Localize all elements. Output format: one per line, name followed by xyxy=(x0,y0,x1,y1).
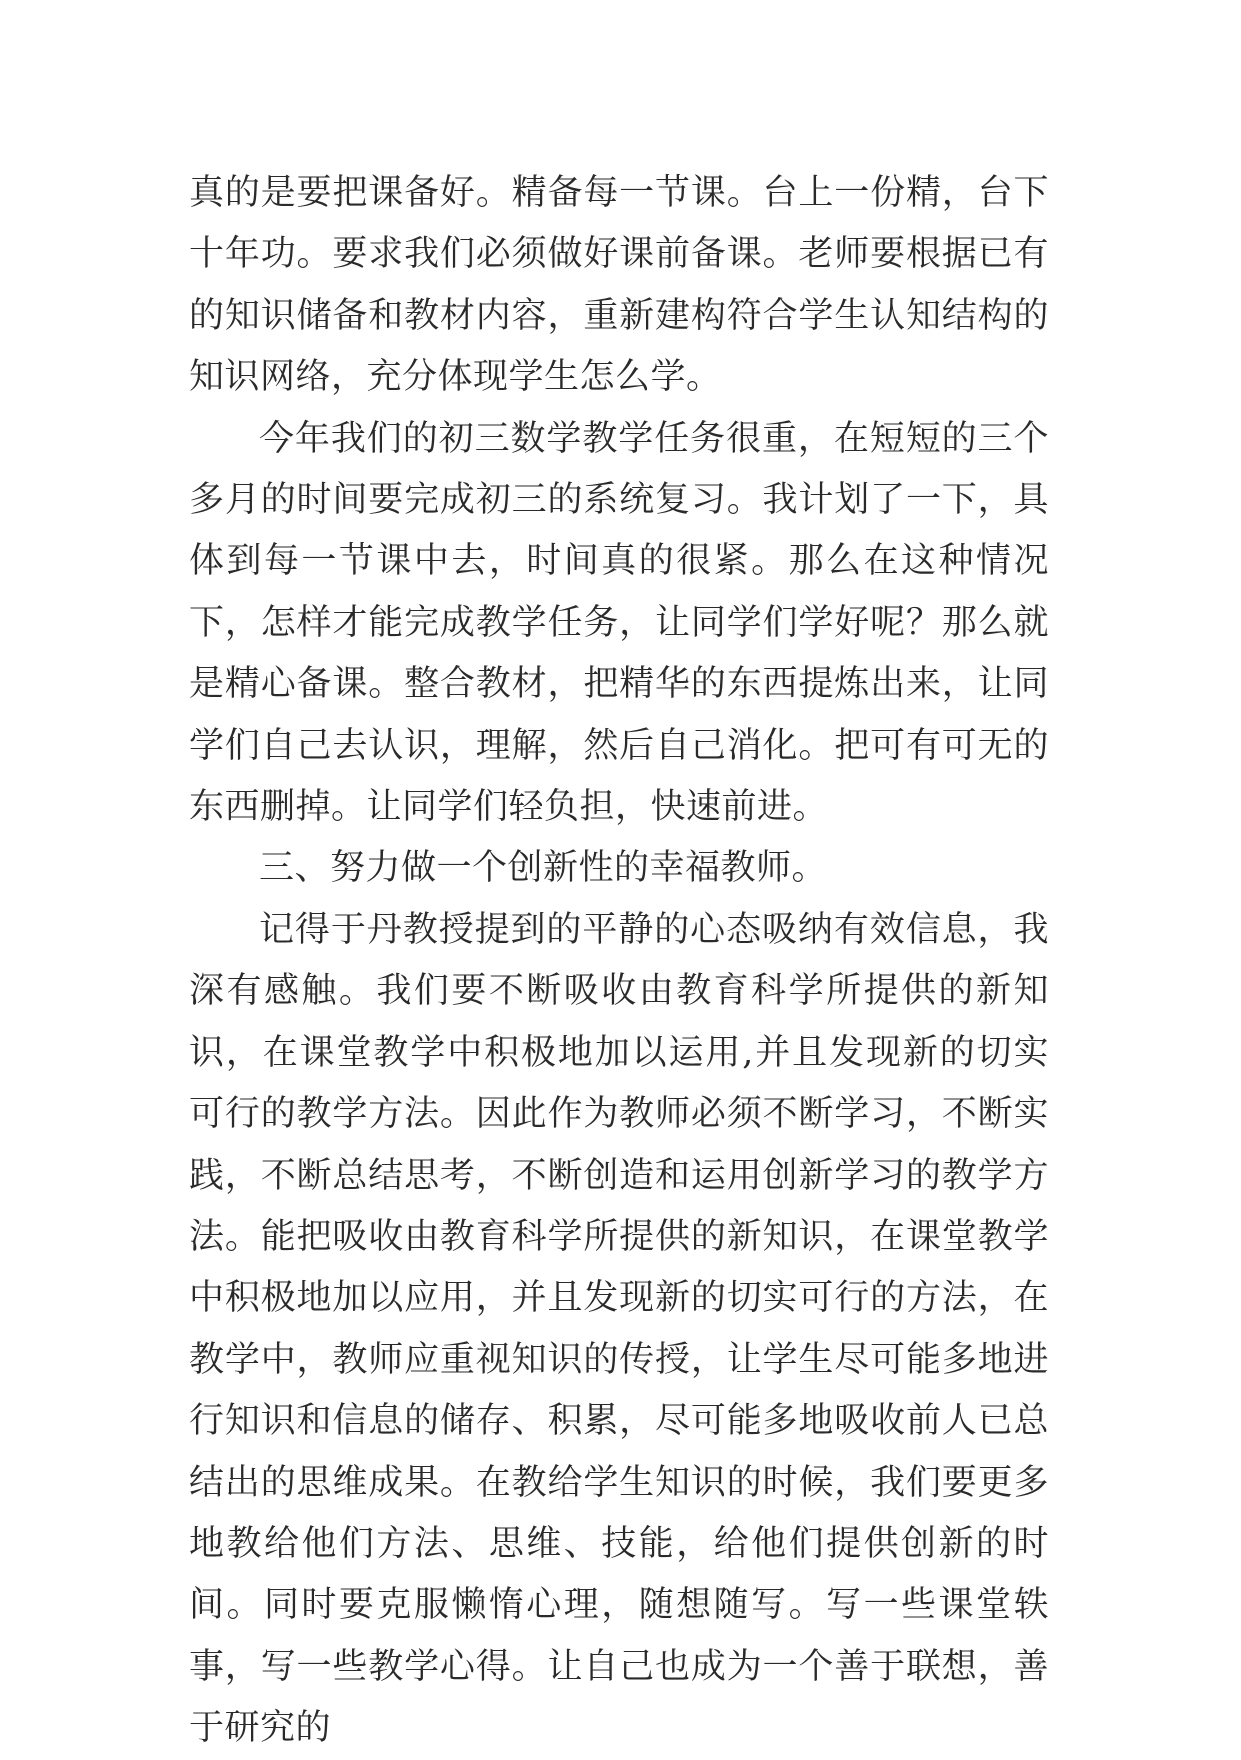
paragraph-grade-nine-math: 今年我们的初三数学教学任务很重，在短短的三个多月的时间要完成初三的系统复习。我计划了一下，具体到每一节课中去，时间真的很紧。那么在这种情况下，怎样才能完成教学任务，让同学们学好呢？那么就是精心备课。整合教材，把精华的东西提炼出来，让同学们自己去认识，理解，然后自己消化。把可有可无的东西删掉。让同学们轻负担，快速前进。 xyxy=(189,418,1049,828)
paragraph-yu-dan: 记得于丹教授提到的平静的心态吸纳有效信息，我深有感触。我们要不断吸收由教育科学所提供的新知识，在课堂教学中积极地加以运用,并且发现新的切实可行的教学方法。因此作为教师必须不断学习，不断实践，不断总结思考，不断创造和运用创新学习的教学方法。能把吸收由教育科学所提供的新知识，在课堂教学中积极地加以应用，并且发现新的切实可行的方法，在教学中，教师应重视知识的传授，让学生尽可能多地进行知识和信息的储存、积累，尽可能多地吸收前人已总结出的思维成果。在教给学生知识的时候，我们要更多地教给他们方法、思维、技能，给他们提供创新的时间。同时要克服懒惰心理，随想随写。写一些课堂轶事，写一些教学心得。让自己也成为一个善于联想，善于研究的 xyxy=(189,909,1049,1749)
section-heading-innovative-teacher: 三、努力做一个创新性的幸福教师。 xyxy=(259,848,828,889)
paragraph-prepare-lessons: 真的是要把课备好。精备每一节课。台上一份精，台下十年功。要求我们必须做好课前备课。老师要根据已有的知识储备和教材内容，重新建构符合学生认知结构的知识网络，充分体现学生怎么学。 xyxy=(189,173,1049,398)
body-text xyxy=(189,163,1049,1760)
